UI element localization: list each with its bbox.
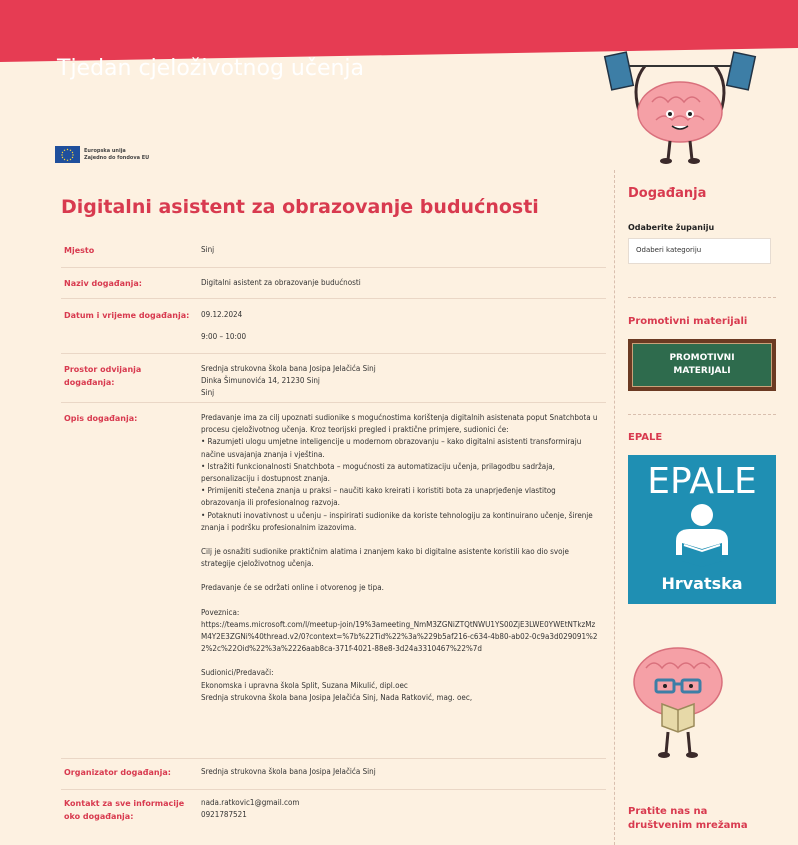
social-media-title: Pratite nas na društvenim mrežama [628, 806, 748, 831]
info-row-organizer [61, 759, 606, 790]
sidebar-divider [614, 170, 615, 845]
info-row-location [61, 237, 606, 268]
meeting-link[interactable]: Poveznica: https://teams.microsoft.com/l/meetup-join/19%3ameeting_NmM3ZGNiZTQtNWU1YS00ZjE3LWE0YWEtNTkzMzM4Y2E3ZGNi%40thread.v2/0?context=%7b%22Tid%22%3a%229b5af216-c634-4b80-ab02-0c9a3d029091%22%2c%22Oid%22%3a%2226aab8ca-371f-4021-88e8-3d24a3310467%22%7d [201, 607, 598, 654]
location-label: Mjesto [64, 246, 95, 255]
eu-badge-text [84, 148, 149, 162]
contact-label-line: oko događanja: [64, 812, 134, 821]
venue-line: Srednja strukovna škola bana Josipa Jelačića Sinj [201, 364, 376, 373]
venue-line: Sinj [201, 388, 215, 398]
eu-badge-line1: Europska unija [84, 147, 126, 154]
description-paragraph: Predavanje ima za cilj upoznati sudionike s mogućnostima korištenja digitalnih asistenata poput Snatchbota u procesu cjeloživotnog učenja. Kroz teorijski pregled i praktične primjere, sudionici će: • Razumjeti ulogu umjetne inteligencije u modernom obrazovanju – kako digitalni asistenti transformiraju načine usvajanja znanja i vještina. • Istražiti funkcionalnosti Snatchbota – mogućnosti za automatizaciju učenja, prilagodbu sadržaja, personalizaciju i dostupnost znanja. • Primijeniti stečena znanja u praksi – naučiti kako kreirati i koristiti bota za unaprjeđenje vlastitog obrazovanja ili profesionalnog razvoja. • Potaknuti inovativnost u učenju – inspirirati sudionike da koriste tehnologiju za kontinuirano učenje, širenje znanja i podršku profesionalnim izazovima. [201, 413, 598, 532]
promo-board-line: MATERIJALI [673, 366, 731, 376]
contact-value [201, 797, 601, 821]
event-time: 9:00 – 10:00 [201, 332, 247, 342]
eu-flag-icon [55, 146, 80, 163]
epale-country: Hrvatska [661, 574, 743, 593]
info-row-name [61, 268, 606, 299]
info-row-description [61, 403, 606, 759]
event-name-label: Naziv događanja: [64, 279, 142, 288]
organizer-label: Organizator događanja: [64, 768, 171, 777]
event-date: 09.12.2024 [201, 310, 243, 319]
description-paragraph: Cilj je osnažiti sudionike praktičnim alatima i znanjem kako bi digitalne asistente koristili kao dio svoje strategije cjeloživotnog učenja. [201, 547, 569, 569]
datetime-value [201, 309, 601, 343]
description-value [201, 412, 601, 704]
contact-label-line: Kontakt za sve informacije [64, 799, 185, 808]
promo-board-inner [632, 343, 772, 387]
event-title: Digitalni asistent za obrazovanje budućnosti [61, 196, 539, 218]
promo-board-line: PROMOTIVNI [669, 353, 735, 363]
venue-label: Prostor odvijanja događanja: [64, 365, 142, 387]
sidebar-separator [628, 297, 776, 298]
description-label: Opis događanja: [64, 414, 138, 423]
brain-mascot-lifting-books-icon [600, 44, 760, 168]
info-row-contact [61, 790, 606, 845]
epale-banner[interactable] [628, 455, 776, 604]
brain-mascot-reading-icon [626, 640, 730, 760]
epale-title: EPALE [628, 432, 663, 443]
location-value: Sinj [201, 245, 215, 254]
reading-person-icon [668, 503, 736, 567]
info-row-datetime [61, 299, 606, 354]
venue-value [201, 363, 601, 400]
epale-logo-word: EPALE [647, 461, 757, 502]
contact-phone: 0921787521 [201, 810, 247, 820]
contact-label [64, 797, 194, 823]
info-row-venue [61, 354, 606, 403]
description-paragraph: Sudionici/Predavači: Ekonomska i upravna škola Split, Suzana Mikulić, dipl.oec Srednja strukovna škola bana Josipa Jelačića Sinj, Nada Ratković, mag. oec, [201, 668, 473, 702]
venue-line: Dinka Šimunovića 14, 21230 Sinj [201, 376, 320, 386]
site-title[interactable]: Tjedan cjeloživotnog učenja [57, 56, 365, 81]
county-select-label: Odaberite županiju [628, 223, 715, 232]
promo-materials-title: Promotivni materijali [628, 316, 748, 327]
datetime-label: Datum i vrijeme događanja: [64, 311, 190, 320]
eu-badge-line2: Zajedno do fondova EU [84, 154, 150, 161]
contact-email[interactable]: nada.ratkovic1@gmail.com [201, 798, 300, 807]
sidebar-separator [628, 414, 776, 415]
organizer-value: Srednja strukovna škola bana Josipa Jelačića Sinj [201, 767, 376, 776]
event-details [61, 196, 606, 218]
event-name-value: Digitalni asistent za obrazovanje budućnosti [201, 278, 361, 287]
category-select[interactable]: Odaberi kategoriju [628, 238, 771, 264]
description-paragraph: Predavanje će se održati online i otvorenog je tipa. [201, 583, 384, 593]
eu-funding-badge [55, 146, 149, 163]
sidebar-events-title: Događanja [628, 186, 707, 201]
promo-materials-banner[interactable] [628, 339, 776, 391]
